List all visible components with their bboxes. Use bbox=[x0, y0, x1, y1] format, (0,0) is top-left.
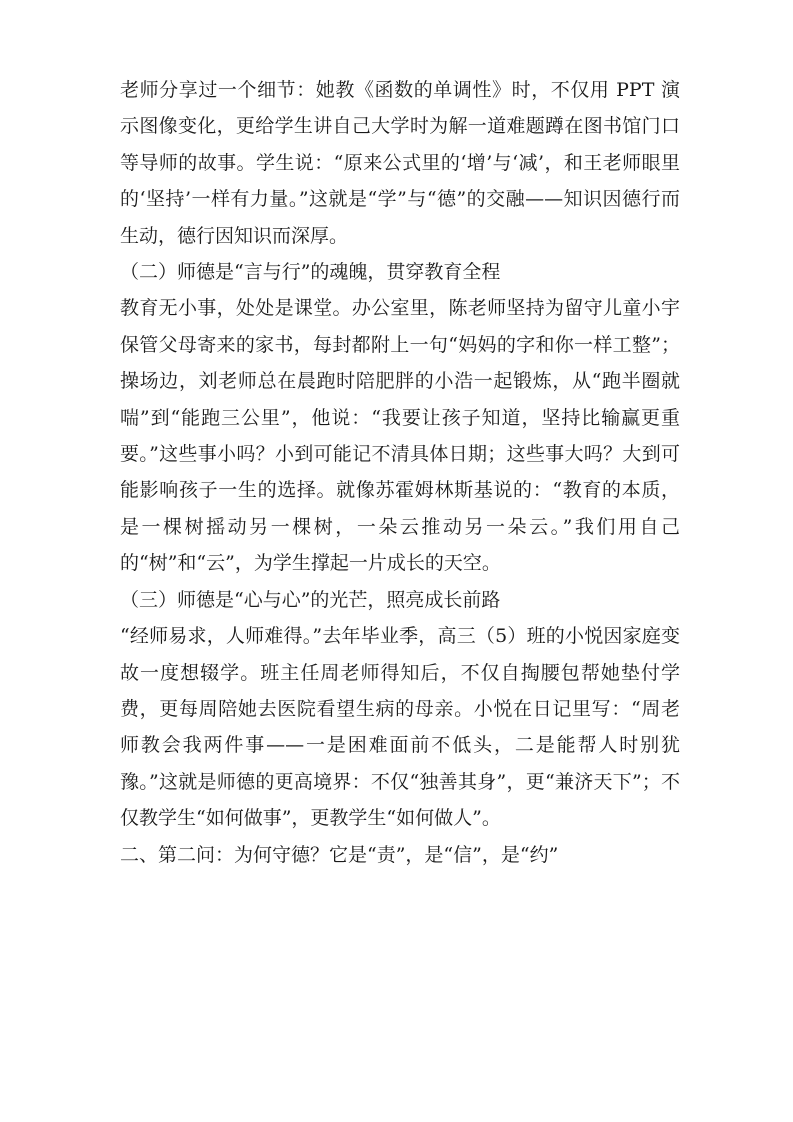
chapter-heading-2: 二、第二问：为何守德？它是“责”，是“信”，是“约” bbox=[120, 843, 559, 866]
paragraph-body-2: 教育无小事，处处是课堂。办公室里，陈老师坚持为留守儿童小宇保管父母寄来的家书，每封都附上一句“妈妈的字和你一样工整”；操场边，刘老师总在晨跑时陪肥胖的小浩一起锻炼，从“跑半圈就喘”到“能跑三公里”，他说：“我要让孩子知道，坚持比输赢更重要。”这些事小吗？小到可能记不清具体日期；这些事大吗？大到可能影响孩子一生的选择。就像苏霍姆林斯基说的：“教育的本质，是一棵树摇动另一棵树，一朵云推动另一朵云。”我们用自己的“树”和“云”，为学生撑起一片成长的天空。 bbox=[120, 297, 680, 575]
paragraph-body-3: “经师易求，人师难得。”去年毕业季，高三（5）班的小悦因家庭变故一度想辍学。班主任周老师得知后，不仅自掏腰包帮她垫付学费，更每周陪她去医院看望生病的母亲。小悦在日记里写：“周老师教会我两件事——一是困难面前不低头，二是能帮人时别犹豫。”这就是师德的更高境界：不仅“独善其身”，更“兼济天下”；不仅教学生“如何做事”，更教学生“如何做人”。 bbox=[120, 625, 680, 830]
section-heading-2: （二）师德是“言与行”的魂魄，贯穿教育全程 bbox=[120, 261, 501, 284]
document-body bbox=[120, 72, 680, 873]
paragraph-body-1: 老师分享过一个细节：她教《函数的单调性》时，不仅用 PPT 演示图像变化，更给学生讲自己大学时为解一道难题蹲在图书馆门口等导师的故事。学生说：“原来公式里的‘增’与‘减’，和王老师眼里的‘坚持’一样有力量。”这就是“学”与“德”的交融——知识因德行而生动，德行因知识而深厚。 bbox=[120, 79, 680, 247]
section-heading-3: （三）师德是“心与心”的光芒，照亮成长前路 bbox=[120, 588, 501, 611]
